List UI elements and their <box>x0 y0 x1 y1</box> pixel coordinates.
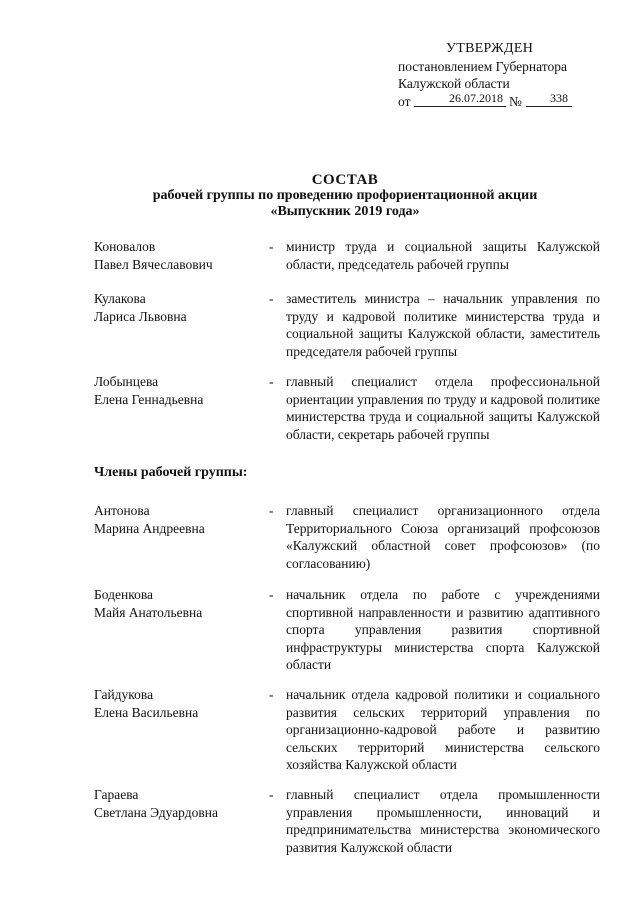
person-role: главный специалист отдела профессиональной ориентации управления по труду и кадровой политике министерства труда и социальной защиты Калужской области, секретарь рабочей группы <box>286 374 600 442</box>
person-surname: Антонова <box>94 503 150 518</box>
person-surname: Коновалов <box>94 239 156 254</box>
person-role: заместитель министра – начальник управления по труду и кадровой политике министерства труда и социальной защиты Калужской области, заместитель председателя рабочей группы <box>286 291 600 359</box>
person-surname: Гараева <box>94 787 139 802</box>
separator-dash: - <box>269 239 274 254</box>
person-name <box>94 686 259 721</box>
approval-region-line: Калужской области <box>398 76 510 91</box>
person-given-names: Светлана Эдуардовна <box>94 804 218 820</box>
members-heading: Члены рабочей группы: <box>94 465 248 480</box>
separator-dash: - <box>269 787 274 802</box>
person-given-names: Павел Вячеславович <box>94 256 213 272</box>
person-given-names: Лариса Львовна <box>94 308 187 324</box>
date-from-label: от <box>398 93 411 109</box>
person-role: главный специалист отдела промышленности управления промышленности, инноваций и предпринимательства министерства экономического развития Калужской области <box>286 787 600 855</box>
document-subtitle-line2: «Выпускник 2019 года» <box>270 204 420 219</box>
separator-dash: - <box>269 374 274 389</box>
approval-stamp <box>398 40 598 111</box>
person-surname: Гайдукова <box>94 687 154 702</box>
person-role: начальник отдела по работе с учреждениями спортивной направленности и развитию адаптивного спорта управления развития спортивной инфраструктуры министерства спорта Калужской области <box>286 587 600 672</box>
person-name <box>94 373 259 408</box>
approval-title: УТВЕРЖДЕН <box>446 41 534 56</box>
number-label: № <box>509 93 522 109</box>
person-name <box>94 502 259 537</box>
approval-date-row <box>398 90 598 111</box>
person-given-names: Майя Анатольевна <box>94 604 203 620</box>
person-role: министр труда и социальной защиты Калужской области, председатель рабочей группы <box>286 239 600 272</box>
person-given-names: Елена Васильевна <box>94 704 199 720</box>
document-subtitle-line1: рабочей группы по проведению профориентационной акции <box>152 188 538 203</box>
approval-number: 338 <box>526 90 572 107</box>
person-name <box>94 238 259 273</box>
separator-dash: - <box>269 587 274 602</box>
separator-dash: - <box>269 687 274 702</box>
separator-dash: - <box>269 291 274 306</box>
document-title: СОСТАВ <box>311 172 379 188</box>
person-given-names: Елена Геннадьевна <box>94 391 204 407</box>
person-name <box>94 586 259 621</box>
document-heading <box>80 172 610 220</box>
person-name <box>94 290 259 325</box>
person-role: начальник отдела кадровой политики и социального развития сельских территорий управления по организационно-кадровой работе и развитию сельских территорий министерства сельского хозяйства Калужской области <box>286 687 600 772</box>
person-given-names: Марина Андреевна <box>94 520 205 536</box>
approval-decree-line: постановлением Губернатора <box>398 58 567 74</box>
separator-dash: - <box>269 503 274 518</box>
person-surname: Кулакова <box>94 291 146 306</box>
person-surname: Боденкова <box>94 587 154 602</box>
person-role: главный специалист организационного отдела Территориального Союза организаций профсоюзов «Калужский областной совет профсоюзов» (по согласованию) <box>286 503 600 571</box>
person-surname: Лобынцева <box>94 374 159 389</box>
approval-date: 26.07.2018 <box>414 90 506 107</box>
person-name <box>94 786 259 821</box>
